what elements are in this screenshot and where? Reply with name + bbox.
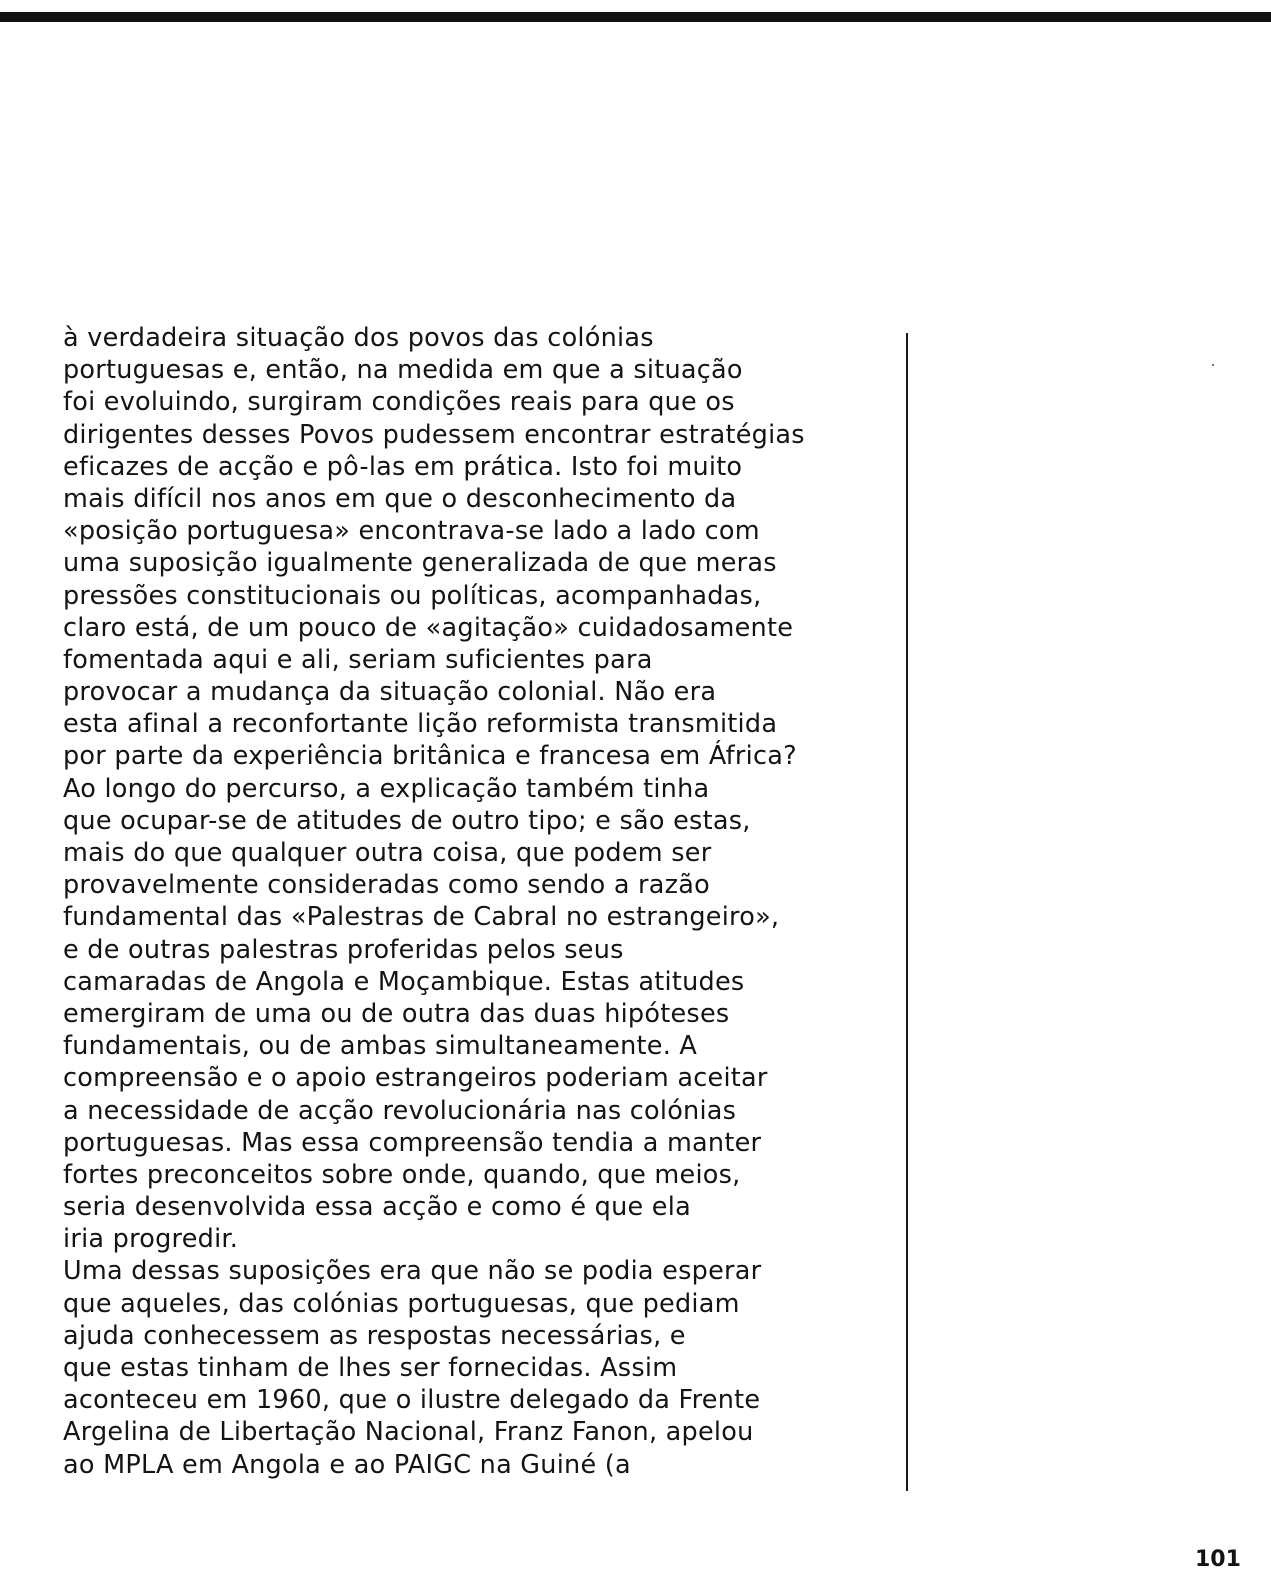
text-line: pressões constitucionais ou políticas, acompanhadas, bbox=[63, 580, 762, 611]
text-line: compreensão e o apoio estrangeiros poderiam aceitar bbox=[63, 1063, 768, 1094]
text-line: fomentada aqui e ali, seriam suficientes para bbox=[63, 644, 653, 675]
text-line: fundamentais, ou de ambas simultaneamente. A bbox=[63, 1031, 698, 1062]
text-line: provocar a mudança da situação colonial. Não era bbox=[63, 677, 717, 708]
text-line: por parte da experiência britânica e francesa em África? bbox=[63, 741, 797, 772]
body-text bbox=[63, 322, 903, 1481]
text-line: seria desenvolvida essa acção e como é que ela bbox=[63, 1192, 691, 1223]
text-line: ao MPLA em Angola e ao PAIGC na Guiné (a bbox=[63, 1449, 631, 1480]
text-line: «posição portuguesa» encontrava-se lado a lado com bbox=[63, 516, 760, 547]
text-line: portuguesas e, então, na medida em que a situação bbox=[63, 355, 743, 386]
text-line: fortes preconceitos sobre onde, quando, que meios, bbox=[63, 1159, 741, 1190]
text-line: mais do que qualquer outra coisa, que podem ser bbox=[63, 838, 712, 868]
text-line: eficazes de acção e pô-las em prática. Isto foi muito bbox=[63, 451, 743, 482]
text-line: que estas tinham de lhes ser fornecidas. Assim bbox=[63, 1353, 678, 1383]
text-line: Argelina de Libertação Nacional, Franz Fanon, apelou bbox=[63, 1417, 754, 1448]
text-line: ajuda conhecessem as respostas necessárias, e bbox=[63, 1320, 686, 1351]
text-line: fundamental das «Palestras de Cabral no estrangeiro», bbox=[63, 902, 780, 933]
text-line: claro está, de um pouco de «agitação» cuidadosamente bbox=[63, 612, 794, 643]
text-line: Uma dessas suposições era que não se podia esperar bbox=[63, 1256, 762, 1287]
text-line: mais difícil nos anos em que o desconhecimento da bbox=[63, 483, 737, 514]
text-line: uma suposição igualmente generalizada de que meras bbox=[63, 548, 777, 579]
text-line: Ao longo do percurso, a explicação também tinha bbox=[63, 773, 710, 804]
text-line: provavelmente consideradas como sendo a razão bbox=[63, 870, 711, 901]
text-line: à verdadeira situação dos povos das colónias bbox=[63, 323, 654, 353]
text-line: camaradas de Angola e Moçambique. Estas atitudes bbox=[63, 966, 745, 997]
text-line: emergiram de uma ou de outra das duas hipóteses bbox=[63, 998, 730, 1029]
text-line: a necessidade de acção revolucionária nas colónias bbox=[63, 1095, 737, 1126]
top-border-rule bbox=[0, 12, 1271, 22]
text-line: iria progredir. bbox=[63, 1224, 239, 1255]
text-line: portuguesas. Mas essa compreensão tendia a manter bbox=[63, 1127, 762, 1158]
text-line: esta afinal a reconfortante lição reformista transmitida bbox=[63, 709, 778, 740]
column-divider-rule bbox=[906, 333, 908, 1491]
text-line: que ocupar-se de atitudes de outro tipo; e são estas, bbox=[63, 805, 751, 836]
text-line: aconteceu em 1960, que o ilustre delegado da Frente bbox=[63, 1385, 761, 1416]
text-line: e de outras palestras proferidas pelos seus bbox=[63, 934, 624, 965]
scan-speck bbox=[1212, 364, 1214, 366]
text-line: foi evoluindo, surgiram condições reais para que os bbox=[63, 387, 735, 418]
text-line: que aqueles, das colónias portuguesas, que pediam bbox=[63, 1288, 740, 1319]
page-number: 101 bbox=[1195, 1547, 1241, 1572]
text-line: dirigentes desses Povos pudessem encontrar estratégias bbox=[63, 419, 805, 450]
